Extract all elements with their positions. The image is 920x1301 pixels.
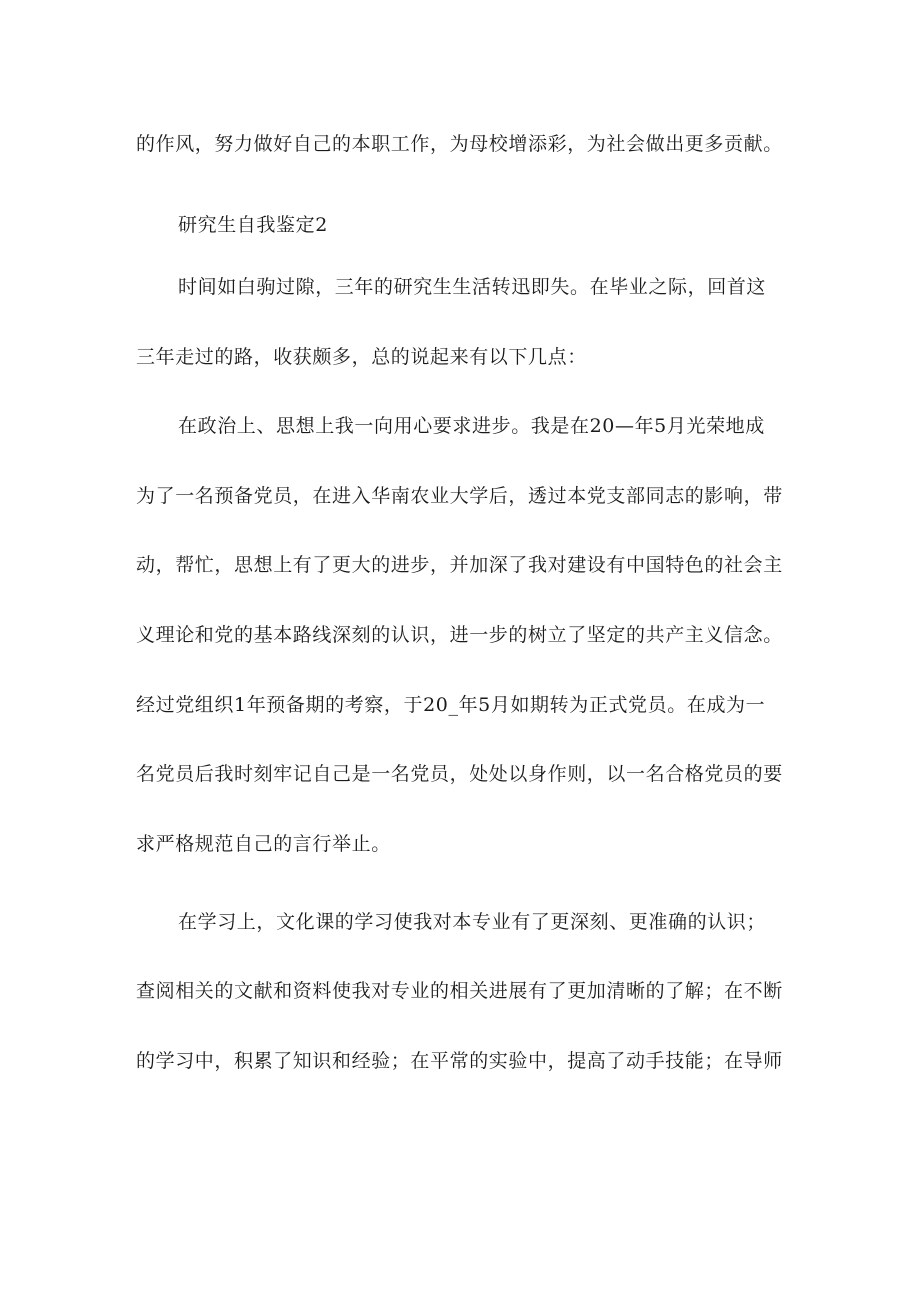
text-line: 经过党组织1年预备期的考察，于20_年5月如期转为正式党员。在成为一: [136, 694, 766, 716]
text-line: 义理论和党的基本路线深刻的认识，进一步的树立了坚定的共产主义信念。: [136, 624, 783, 646]
text-line: 名党员后我时刻牢记自己是一名党员，处处以身作则，以一名合格党员的要: [136, 763, 783, 785]
text-line: 为了一名预备党员，在进入华南农业大学后，透过本党支部同志的影响，带: [136, 485, 783, 507]
text-line: 查阅相关的文献和资料使我对专业的相关进展有了更加清晰的了解；在不断: [136, 980, 783, 1002]
text-line: 时间如白驹过隙，三年的研究生生活转迅即失。在毕业之际，回首这: [178, 276, 767, 298]
text-line: 动，帮忙，思想上有了更大的进步，并加深了我对建设有中国特色的社会主: [136, 554, 783, 576]
text-line: 的作风，努力做好自己的本职工作，为母校增添彩，为社会做出更多贡献。: [136, 133, 783, 155]
text-line: 求严格规范自己的言行举止。: [136, 833, 391, 855]
text-line: 的学习中，积累了知识和经验；在平常的实验中，提高了动手技能；在导师: [136, 1050, 783, 1072]
text-line: 在政治上、思想上我一向用心要求进步。我是在20—年5月光荣地成: [178, 415, 765, 437]
text-line: 在学习上，文化课的学习使我对本专业有了更深刻、更准确的认识；: [178, 911, 767, 933]
section-heading: 研究生自我鉴定2: [178, 214, 328, 236]
text-line: 三年走过的路，收获颇多，总的说起来有以下几点：: [136, 346, 587, 368]
